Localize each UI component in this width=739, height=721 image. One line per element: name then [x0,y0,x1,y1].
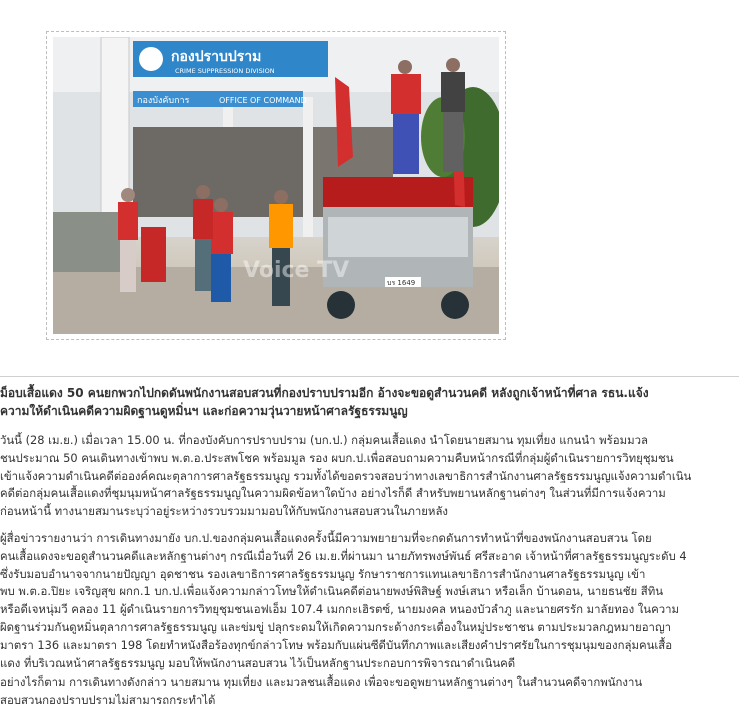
person [269,190,293,306]
sign-thai-text: กองปราบปราม [171,49,262,65]
truck-plate: บร 1649 [387,279,416,287]
photo-frame [46,31,506,340]
article-paragraph-3: อย่างไรก็ตาม การเดินทางดังกล่าว นายสมาน ทุมเที่ยง และมวลชนเสื้อแดง เพื่อจะขอดูพยานหลักฐานต่างๆ ในสำนวนคดีจากพนักงาน สอบสวนกองปราบปรามไม่สามารถกระทำได้ [0,675,643,707]
sign2-english-text: OFFICE OF COMMAND [219,96,307,105]
watermark-logo: Voice TV [243,258,350,283]
news-photo-illustration [53,37,499,334]
person-on-truck [391,60,421,174]
person [193,185,213,291]
section-divider [0,376,739,377]
article-headline: ม็อบเสื้อแดง 50 คนยกพวกไปกดดันพนักงานสอบสวนที่กองปราบปรามอีก อ้างจะขอดูสำนวนคดี หลังถูกเจ้าหน้าที่ศาล รธน.แจ้ง ความให้ดำเนินคดีความผิดฐานดูหมิ่นฯ และก่อความวุ่นวายหน้าศาลรัฐธรรมนูญ [0,386,649,418]
sign2-thai-text: กองบังคับการ [137,96,190,106]
sign-english-text: CRIME SUPPRESSION DIVISION [175,67,275,75]
article-paragraph-1: วันนี้ (28 เม.ย.) เมื่อเวลา 15.00 น. ที่กองบังคับการปราบปราม (บก.ป.) กลุ่มคนเสื้อแดง นำโดยนายสมาน ทุมเที่ยง แกนนำ พร้อมมวล ชนประมาณ 50 คนเดินทางเข้าพบ พ.ต.อ.ประสพโชค พร้อมมูล รอง ผบก.ป.เพื่อสอบถามความคืบหน้ากรณีที่กลุ่มผู้ดำเนินรายการวิทยุชุมชน เข้าแจ้งความดำเนินคดีต่อองค์คณะตุลาการศาลรัฐธรรมนูญ รวมทั้งได้ขอตรวจสอบว่าทางเลขาธิการสำนักงานศาลรัฐธรรมนูญแจ้งความดำเนิน คดีต่อกลุ่มคนเสื้อแดงที่ชุมนุมหน้าศาลรัฐธรรมนูญในความผิดข้อหาใดบ้าง อย่างไรก็ดี สำหรับพยานหลักฐานต่างๆ ในส่วนที่มีการแจ้งความ ก่อนหน้านี้ ทางนายสมานระบุว่าอยู่ระหว่างรวบรวมมามอบให้กับพนักงานสอบสวนในภายหลัง [0,433,692,519]
red-bin [141,227,166,282]
police-emblem-icon [139,47,163,71]
news-photo [53,37,499,334]
article-paragraph-2: ผู้สื่อข่าวรายงานว่า การเดินทางมายัง บก.ป.ของกลุ่มคนเสื้อแดงครั้งนี้มีความพยายามที่จะกดดันการทำหน้าที่ของพนักงานสอบสวน โดย คนเสื้อแดงจะขอดูสำนวนคดีและหลักฐานต่างๆ กรณีเมื่อวันที่ 26 เม.ย.ที่ผ่านมา นายภัทรพงษ์พันธ์ ศรีสะอาด เจ้าหน้าที่ศาลรัฐธรรมนูญระดับ 4 ซึ่งรับมอบอำนาจจากนายปัญญา อุดชาชน รองเลขาธิการศาลรัฐธรรมนูญ รักษาราชการแทนเลขาธิการสำนักงานศาลรัฐธรรมนูญ เข้า พบ พ.ต.อ.ปิยะ เจริญสุข ผกก.1 บก.ป.เพื่อแจ้งความกล่าวโทษให้ดำเนินคดีต่อนายพงษ์พิสิษฐ์ พงษ์เสนา หรือเล็ก บ้านดอน, นายธนชัย สีทิน หรือดีเจหนุ่มวี คลอง 11 ผู้ดำเนินรายการวิทยุชุมชนเอฟเอ็ม 107.4 เมกกะเฮิรตซ์, นายมงคล หนองบัวลำภู และนายศรรัก มาลัยทอง ในความ ผิดฐานร่วมกันดูหมิ่นตุลาการศาลรัฐธรรมนูญ และข่มขู่ ปลุกระดมให้เกิดความกระด้างกระเดื่องในหมู่ประชาชน ตามประมวลกฎหมายอาญา มาตรา 136 และมาตรา 198 โดยทำหนังสือร้องทุกข์กล่าวโทษ พร้อมกับแผ่นซีดีบันทึกภาพและเสียงคำปราศรัยในการชุมนุมของกลุ่มคนเสื้อ แดง ที่บริเวณหน้าศาลรัฐธรรมนูญ มอบให้พนักงานสอบสวน ไว้เป็นหลักฐานประกอบการพิจารณาดำเนินคดี [0,531,687,670]
person-on-truck [441,58,465,172]
person [118,188,138,292]
parked-motorbikes [53,212,123,272]
building-column [303,97,313,237]
